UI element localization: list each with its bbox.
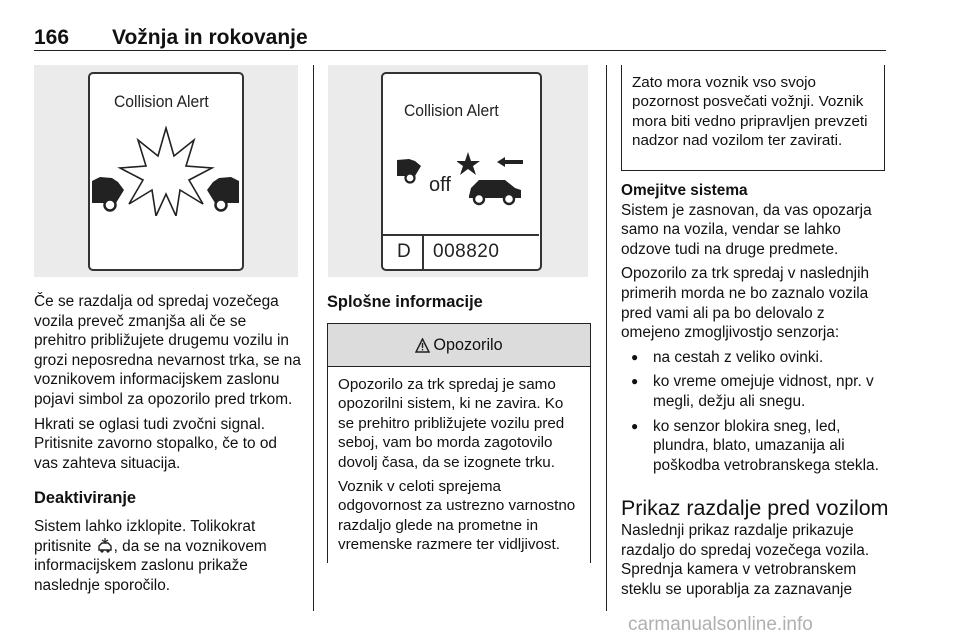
warning-title: Opozorilo: [433, 335, 503, 354]
warning-continuation-box: [621, 65, 885, 171]
arrow-left-icon: [497, 157, 523, 167]
column-divider-2: [606, 65, 607, 611]
note-text: Zato mora voznik vso svojo pozornost posvečati vožnji. Voznik mora biti vedno pripravljen prevzeti nadzor nad vozilom ter zavirati.: [632, 74, 868, 150]
warning-paragraph: Opozorilo za trk spredaj je samo opozorilni sistem, ki ne zavira. Ko se prehitro približujete vozilu pred seboj, vam bo morda zagotovilo dovolj časa, da se izognete trku.: [338, 376, 565, 471]
warning-triangle-icon: [415, 338, 430, 353]
display-panel: [88, 72, 244, 271]
left-car-icon: [92, 177, 124, 211]
paragraph: Če se razdalja od spredaj vozečega vozila preveč zmanjša ali če se prehitro približujete drugemu vozilu in grozi neposredna nevarnost trka, se na voznikovem informacijskem zaslonu pojavi simbol za opozorilo pred trkom.: [34, 293, 301, 408]
column-1-deactivate: [34, 489, 302, 509]
display-title-off: Collision Alert: [404, 101, 499, 120]
text-before-icon: Sistem lahko izklopite. Tolikokrat pritisnite: [34, 518, 256, 555]
car-settings-icon: [96, 538, 114, 553]
code-letter: D: [397, 241, 411, 262]
small-star-icon: [457, 152, 480, 175]
warning-body: [328, 367, 590, 555]
column-divider-1: [313, 65, 314, 611]
watermark: carmanualsonline.info: [628, 614, 813, 635]
paragraph: Hkrati se oglasi tudi zvočni signal. Pritisnite zavorno stopalko, če to od vas zahteva situacija.: [34, 415, 277, 472]
section-heading: Splošne informacije: [327, 293, 483, 311]
section-heading: Omejitve sistema: [621, 182, 748, 199]
figure-collision-alert-off: [328, 65, 588, 277]
right-car-icon: [207, 177, 239, 211]
paragraph: Naslednji prikaz razdalje prikazuje razdaljo do spredaj vozečega vozila. Sprednja kamera v vetrobranskem steklu se uporablja za zaznavanje: [621, 522, 870, 598]
panel-divider: [383, 234, 539, 236]
limitations-list: [621, 348, 887, 476]
list-item: ● ko vreme omejuje vidnost, npr. v megli, dežju ali snegu.: [621, 372, 887, 411]
text-after-icon: , da se na voznikovem informacijskem zaslonu prikaže naslednje sporočilo.: [34, 537, 267, 594]
car-off-icon: [395, 154, 431, 184]
section-heading-large: Prikaz razdalje pred vozilom: [621, 496, 889, 520]
code-number: 008820: [433, 241, 500, 262]
panel-divider-vertical: [422, 234, 424, 269]
collision-star-icon: [120, 128, 212, 216]
front-car-warning-icon: [457, 152, 535, 208]
page-title: Vožnja in rokovanje: [112, 26, 308, 49]
column-2-heading: [327, 293, 592, 313]
collision-icon: [90, 126, 241, 216]
figure-collision-alert: [34, 65, 298, 277]
paragraph: [34, 517, 302, 595]
header-rule: [34, 50, 886, 51]
page-number: 166: [34, 26, 70, 49]
list-item: ● ko senzor blokira sneg, led, plundra, blato, umazanija ali poškodba vetrobranskega stekla.: [621, 417, 887, 476]
display-title: Collision Alert: [114, 92, 209, 111]
warning-box: [327, 323, 591, 563]
status-off-text: off: [429, 174, 451, 196]
column-3-distance: [621, 495, 887, 604]
section-heading: Deaktiviranje: [34, 489, 137, 507]
column-1-deactivate-text: [34, 517, 302, 600]
paragraph: Sistem je zasnovan, da vas opozarja samo na vozila, vendar se lahko odzove tudi na druge predmete.: [621, 201, 872, 258]
warning-paragraph: Voznik v celoti sprejema odgovornost za ustrezno varnostno razdaljo glede na prometne in vremenske razmere ter vidljivost.: [338, 478, 576, 554]
display-panel-off: [381, 72, 542, 271]
warning-header: [328, 324, 590, 367]
column-3: [621, 181, 887, 480]
list-item: ● na cestah z veliko ovinki.: [621, 348, 887, 368]
paragraph: Opozorilo za trk spredaj v naslednjih primerih morda ne bo zaznalo vozila pred vami ali pa bo delovalo z omejeno zmogljivostjo senzorja:: [621, 265, 870, 342]
column-1: [34, 292, 302, 478]
